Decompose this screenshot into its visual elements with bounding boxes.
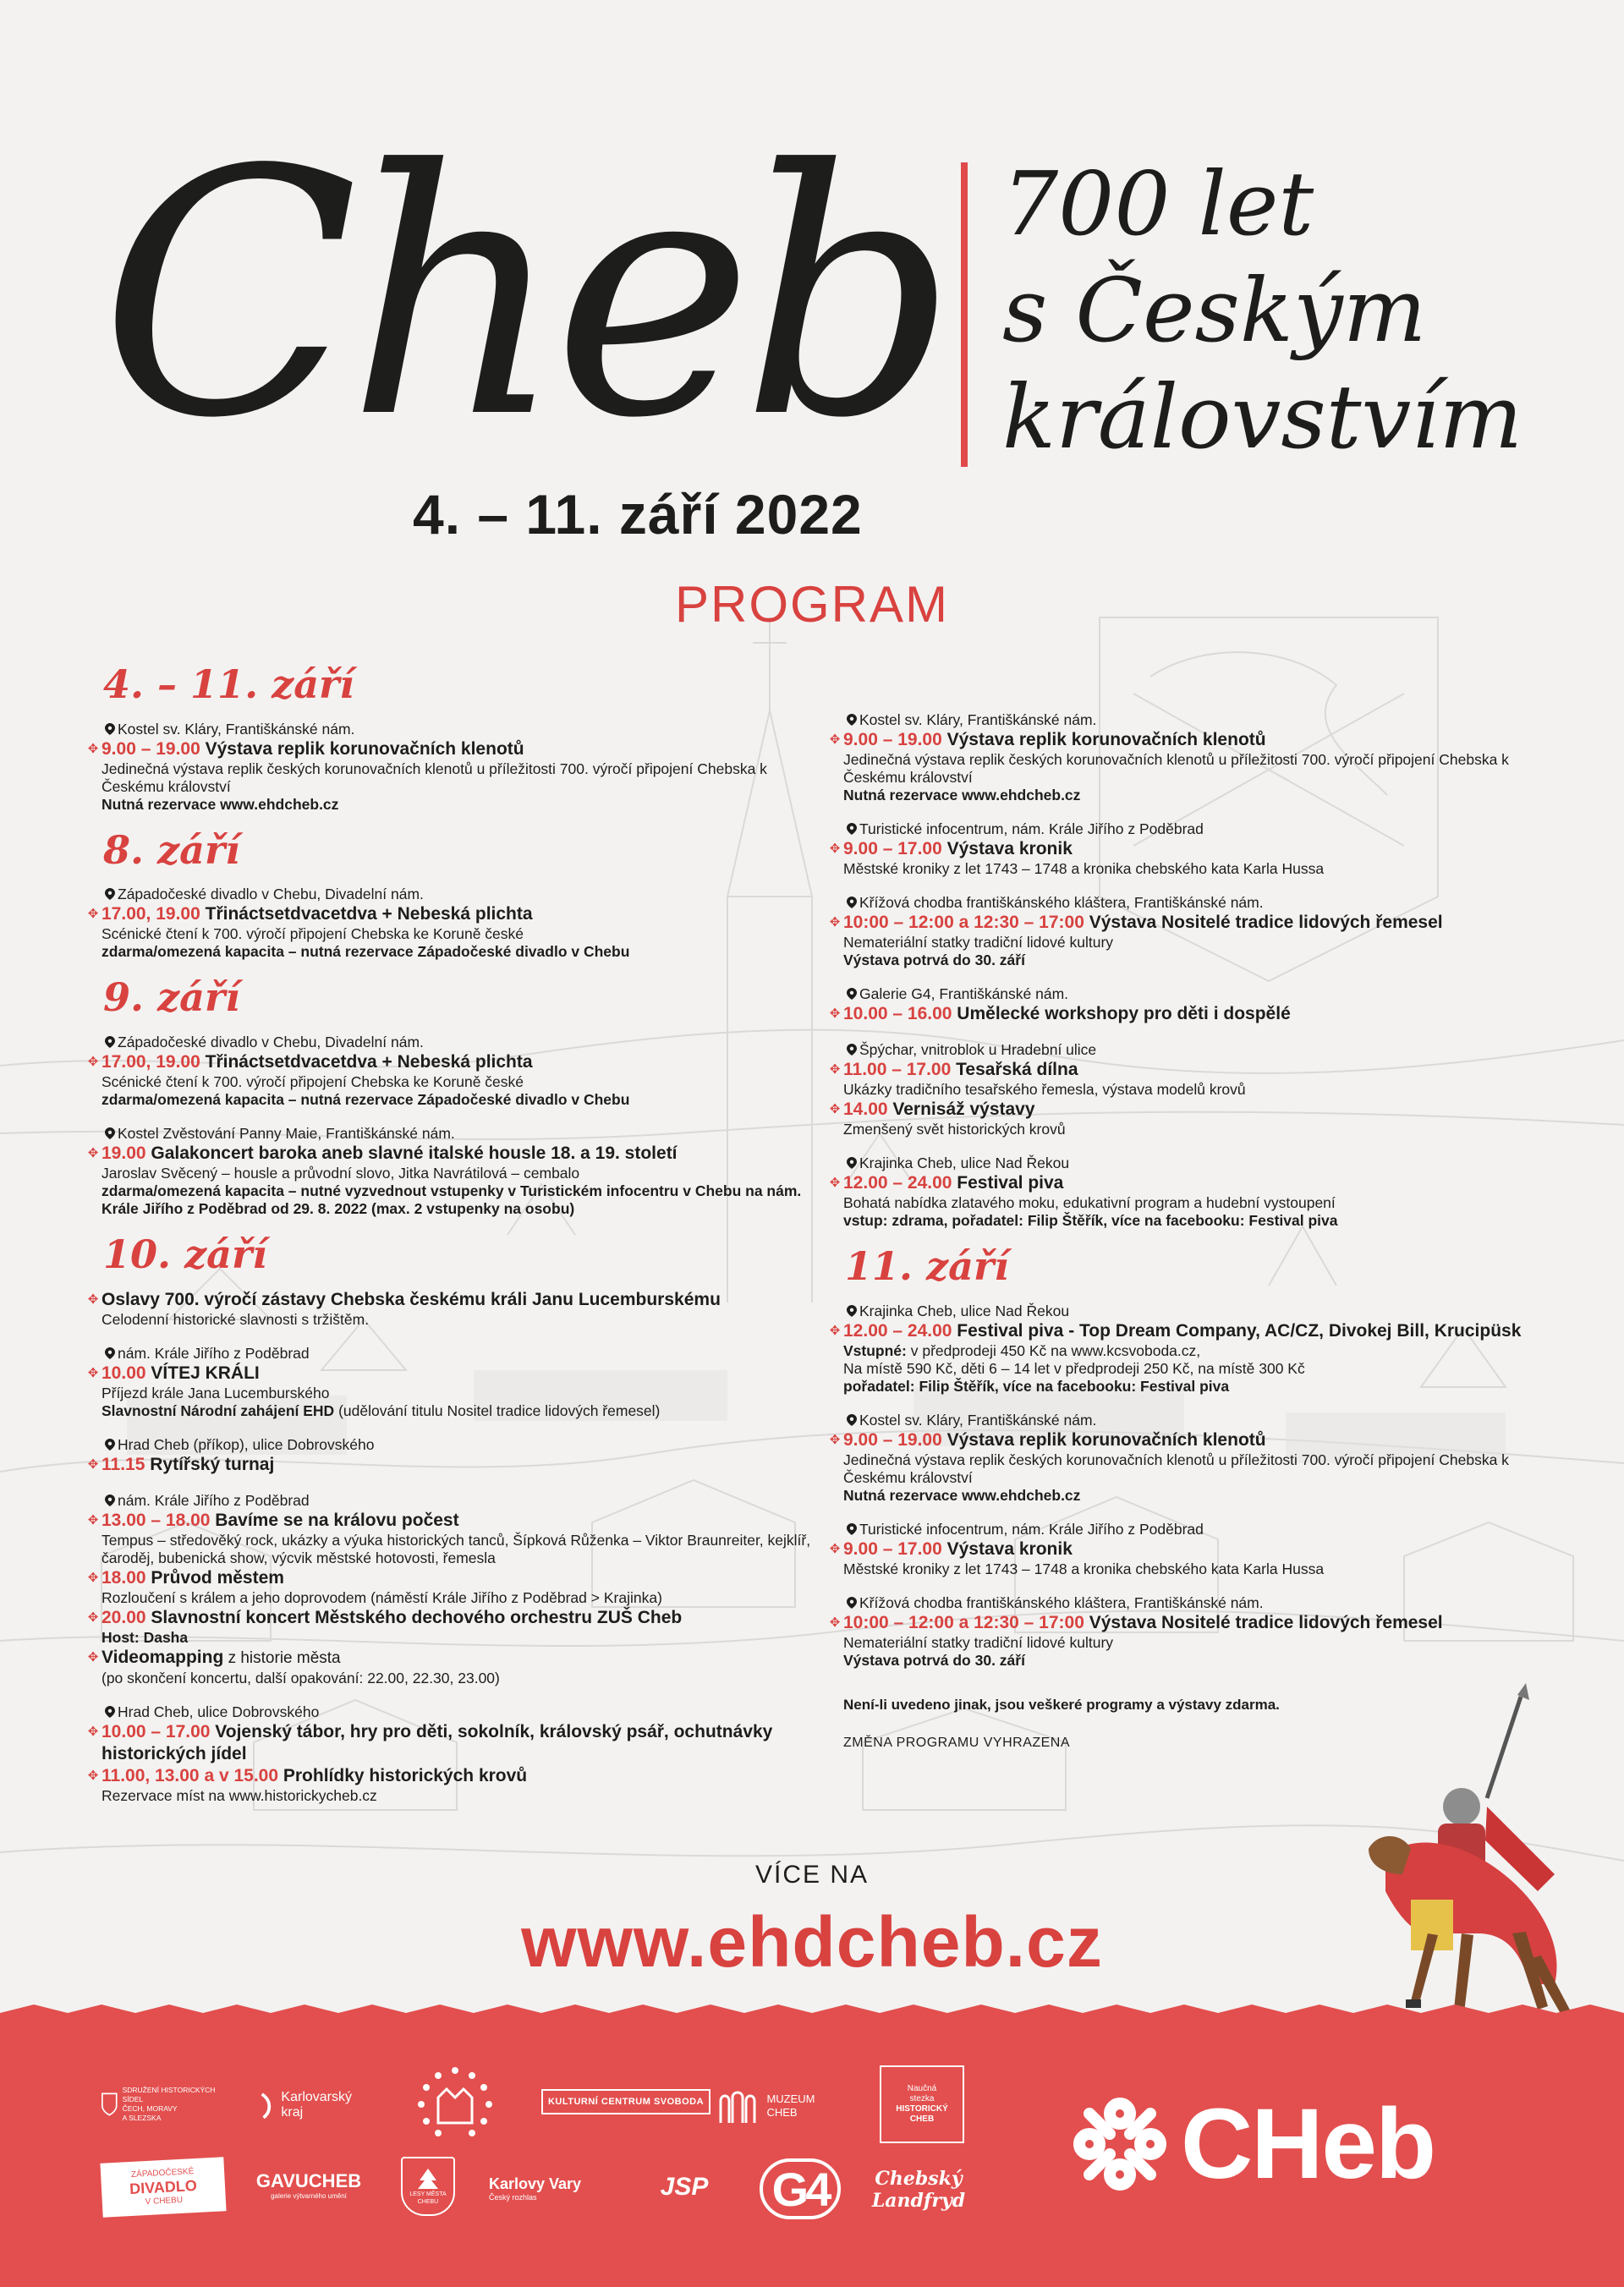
event-title: Výstava kronik (946, 1538, 1073, 1559)
lesy-line: LESY MĚSTA (409, 2191, 447, 2197)
subtitle-line: královstvím (1002, 365, 1523, 469)
tree-icon (416, 2167, 440, 2191)
program-right-column (829, 710, 1537, 1751)
event-note: zdarma/omezená kapacita – nutná rezervace Západočeské divadlo v Chebu (102, 943, 630, 961)
event-description: Bohatá nabídka zlatavého moku, edukativní program a hudební vystoupení (843, 1194, 1336, 1211)
event-note: Nutná rezervace www.ehdcheb.cz (843, 787, 1081, 803)
cross-marker-icon: ✥ (87, 1292, 99, 1308)
cross-marker-icon: ✥ (829, 1323, 841, 1338)
shs-line: SDRUŽENÍ HISTORICKÝCH SÍDEL (122, 2086, 216, 2103)
event-time: 10:00 – 12:00 a 12:30 – 17:00 (843, 913, 1084, 932)
more-info-label: VÍCE NA (754, 1861, 870, 1889)
event-title: Umělecké workshopy pro děti i dospělé (957, 1004, 1291, 1023)
cross-marker-icon: ✥ (87, 1457, 99, 1473)
event-description: Městské kroniky z let 1743 – 1748 a kronika chebského kata Karla Hussa (843, 860, 1325, 877)
event-row (826, 1003, 1537, 1025)
event-description: Na místě 590 Kč, děti 6 – 14 let v předprodeji 250 Kč, na místě 300 Kč (843, 1359, 1305, 1377)
event-description: Scénické čtení k 700. výročí připojení Chebska ke Koruně české (102, 1072, 524, 1090)
program-left-column (87, 658, 812, 1820)
location-pin-icon (105, 1127, 115, 1139)
logo-jsp (646, 2170, 722, 2204)
shs-line: A SLEZSKA (122, 2114, 162, 2122)
venue (102, 1033, 812, 1051)
event-time: 19.00 (102, 1143, 146, 1163)
venue-text: Křížová chodba františkánského kláštera, Františkánské nám. (859, 1593, 1264, 1611)
event-note: zdarma/omezená kapacita – nutná rezervace Západočeské divadlo v Chebu (102, 1090, 630, 1108)
event-note (102, 1402, 812, 1420)
event-item (87, 1124, 812, 1218)
cross-marker-icon: ✥ (829, 1006, 841, 1021)
venue-text: nám. Krále Jiřího z Poděbrad (118, 1492, 310, 1510)
event-time: 9.00 – 17.00 (843, 839, 942, 858)
event-item (87, 1289, 812, 1329)
event-time: 11.15 (102, 1455, 145, 1475)
event-description: Scénické čtení k 700. výročí připojení Chebska ke Koruně české (102, 925, 524, 943)
event-item (829, 893, 1537, 969)
location-pin-icon (105, 888, 115, 900)
event-time: 10:00 – 12:00 a 12:30 – 17:00 (843, 1612, 1084, 1632)
venue-text: Kostel sv. Kláry, Františkánské nám. (118, 720, 355, 738)
event-description: Jedinečná výstava replik českých korunovačních klenotů u příležitosti 700. výročí připojení Chebska k Českému království (843, 751, 1509, 786)
venue-text: Hrad Cheb, ulice Dobrovského (118, 1703, 320, 1721)
event-title: Průvod městem (151, 1568, 284, 1588)
event-row (85, 1721, 812, 1765)
day-heading-9: 9. září (103, 974, 240, 1021)
event-row (85, 1510, 812, 1532)
event-description: Ukázky tradičního tesařského řemesla, výstava modelů krovů (843, 1081, 1246, 1098)
event-title: Videomapping (102, 1648, 224, 1668)
muzeum-arches-icon (717, 2087, 760, 2125)
logo-shs (102, 2079, 220, 2130)
program-change-notice: ZMĚNA PROGRAMU VYHRAZENA (843, 1735, 1071, 1750)
event-title: Galakoncert baroka aneb slavné italské housle 18. a 19. století (151, 1143, 678, 1163)
cross-marker-icon: ✥ (87, 1145, 99, 1160)
logo-karlovarsky-kraj (259, 2076, 352, 2135)
historicky-line: Naučná (907, 2084, 937, 2093)
event-row (826, 1320, 1537, 1342)
cross-marker-icon: ✥ (829, 1062, 841, 1077)
location-pin-icon (847, 714, 857, 726)
venue-text: Krajinka Cheb, ulice Nad Řekou (859, 1154, 1070, 1171)
event-row (85, 1647, 812, 1670)
event-item (87, 885, 812, 961)
location-pin-icon (847, 988, 857, 1000)
logo-muzeum-cheb (707, 2079, 826, 2133)
event-note-bold: Slavnostní Národní zahájení EHD (102, 1402, 335, 1420)
event-description: (po skončení koncertu, další opakování: 22.00, 22.30, 23.00) (102, 1670, 500, 1687)
cross-marker-icon: ✥ (87, 741, 99, 756)
cross-marker-icon: ✥ (829, 1176, 841, 1190)
cheb-cross-brand-icon (1071, 2095, 1169, 2193)
jsp-text: JSP (660, 2173, 709, 2201)
day-heading-8: 8. září (103, 826, 240, 873)
event-row (826, 1059, 1537, 1081)
event-row (826, 729, 1537, 751)
event-row (85, 1143, 812, 1165)
event-row (85, 1607, 812, 1629)
event-item (829, 1411, 1537, 1505)
cross-marker-icon: ✥ (829, 842, 841, 856)
event-title: Festival piva (957, 1173, 1064, 1193)
venue (843, 1520, 1537, 1538)
location-pin-icon (847, 823, 857, 835)
event-time: 10.00 – 17.00 (102, 1722, 211, 1742)
subtitle-line: 700 let (1002, 152, 1314, 255)
logo-cro-karlovy-vary (489, 2170, 607, 2206)
event-row (85, 903, 812, 925)
muzeum-line: MUZEUM (766, 2092, 815, 2105)
event-row (85, 1567, 812, 1589)
subtitle-line: s Českým (1002, 259, 1427, 362)
event-title: Tesařská dílna (956, 1060, 1078, 1079)
event-note: Výstava potrvá do 30. září (843, 1651, 1025, 1669)
cross-marker-icon: ✥ (829, 732, 841, 747)
event-time: 17.00, 19.00 (102, 1051, 200, 1072)
anniversary-subtitle (1002, 151, 1594, 470)
event-item (829, 1520, 1537, 1578)
day-heading-4-11: 4. – 11. září (103, 661, 354, 707)
header-divider (961, 162, 968, 467)
venue (843, 1154, 1537, 1172)
city-wordmark: Cheb (100, 99, 946, 492)
event-row (826, 1429, 1537, 1451)
radio-subtitle: Český rozhlas (489, 2192, 537, 2202)
event-item (87, 720, 812, 814)
event-note-bold: Vstupné: (843, 1341, 907, 1359)
event-description (843, 1342, 1537, 1360)
shs-line: ČECH, MORAVY (122, 2104, 178, 2113)
event-time: 10.00 – 16.00 (843, 1004, 952, 1023)
venue-text: Hrad Cheb (příkop), ulice Dobrovského (118, 1436, 375, 1454)
event-note-rest: (udělování titulu Nositel tradice lidových řemesel) (334, 1402, 661, 1420)
logo-gavucheb (245, 2170, 372, 2207)
event-title-rest: z historie města (223, 1649, 341, 1668)
gavu-title: GAVUCHEB (255, 2170, 362, 2191)
divadlo-line: DIVADLO (129, 2176, 198, 2198)
logo-ehd-stars-emblem (414, 2064, 496, 2145)
venue (843, 984, 1537, 1003)
venue-text: Galerie G4, Františkánské nám. (859, 985, 1069, 1002)
event-note: Výstava potrvá do 30. září (843, 952, 1025, 968)
event-title: Výstava replik korunovačních klenotů (205, 738, 524, 759)
event-note: zdarma/omezená kapacita – nutné vyzvednout vstupenky v Turistickém infocentru v Chebu na nám. Krále Jiřího z Poděbrad od 29. 8. 2022 (max. 2 vstupenky na osobu) (102, 1182, 802, 1217)
event-time: 13.00 – 18.00 (102, 1511, 211, 1531)
venue-text: Krajinka Cheb, ulice Nad Řekou (859, 1302, 1070, 1319)
event-time: 12.00 – 24.00 (843, 1320, 952, 1341)
festival-dates: 4. – 11. září 2022 (413, 483, 863, 546)
venue (102, 720, 812, 738)
event-item (829, 984, 1537, 1025)
event-row (85, 1765, 812, 1787)
cheb-city-brand (1071, 2088, 1435, 2200)
logo-kc-svoboda (541, 2089, 710, 2114)
day-heading-11: 11. září (845, 1243, 1009, 1289)
event-note: Host: Dasha (102, 1629, 189, 1647)
cheb-brand-text: CHeb (1181, 2088, 1435, 2200)
event-item (829, 1154, 1537, 1230)
landfryd-line: Chebský (875, 2168, 963, 2190)
event-item (829, 710, 1537, 804)
cross-marker-icon: ✥ (87, 1725, 99, 1740)
event-row (826, 1612, 1537, 1634)
cross-marker-icon: ✥ (829, 1615, 841, 1630)
event-time: 9.00 – 17.00 (843, 1538, 942, 1559)
location-pin-icon (847, 1597, 857, 1609)
event-description: Tempus – středověký rock, ukázky a výuka historických tanců, Šípková Růženka – Viktor Braunreiter, kejklíř, čaroděj, bubenická show, výcvik městské hotovosti, řemesla (102, 1532, 811, 1567)
event-time: 12.00 – 24.00 (843, 1173, 952, 1193)
event-title: Třináctsetdvacetdva + Nebeská plichta (205, 1051, 533, 1072)
event-row (85, 1454, 812, 1476)
event-description: Nemateriální statky tradiční lidové kultury (843, 1633, 1114, 1651)
venue (102, 1491, 812, 1510)
event-description: Městské kroniky z let 1743 – 1748 a kronika chebského kata Karla Hussa (843, 1560, 1325, 1577)
location-pin-icon (847, 1157, 857, 1169)
muzeum-line: CHEB (766, 2106, 798, 2119)
event-title: Výstava Nositelé tradice lidových řemesel (1089, 913, 1443, 932)
event-item (87, 1344, 812, 1420)
logo-lesy-mesta-chebu (401, 2157, 455, 2216)
event-item (87, 1435, 812, 1476)
event-row (826, 1538, 1537, 1560)
event-description: Zmenšený svět historických krovů (843, 1121, 1066, 1138)
event-title: Vojenský tábor, hry pro děti, sokolník, královský psář, ochutnávky historických jídel (102, 1722, 773, 1764)
event-title: Bavíme se na královu počest (215, 1511, 459, 1531)
venue (843, 1040, 1537, 1059)
cross-marker-icon: ✥ (87, 1769, 99, 1784)
event-time: 11.00 – 17.00 (843, 1060, 952, 1079)
event-title: Rytířský turnaj (150, 1455, 275, 1475)
cross-marker-icon: ✥ (87, 1054, 99, 1069)
cross-marker-icon: ✥ (87, 1571, 99, 1586)
divadlo-line: ZÁPADOČESKÉ (130, 2167, 195, 2180)
g4-text: G4 (771, 2162, 829, 2216)
cross-marker-icon: ✥ (829, 915, 841, 930)
event-time: 11.00, 13.00 a v 15.00 (102, 1766, 279, 1786)
logo-g4 (760, 2158, 841, 2219)
event-note: pořadatel: Filip Štěřík, více na facebooku: Festival piva (843, 1377, 1230, 1395)
venue (843, 710, 1537, 729)
event-row (85, 1363, 812, 1385)
event-title: Slavnostní koncert Městského dechového orchestru ZUŠ Cheb (151, 1608, 683, 1628)
location-pin-icon (847, 1523, 857, 1535)
event-time: 18.00 (102, 1568, 146, 1588)
venue (843, 1302, 1537, 1320)
cross-marker-icon: ✥ (829, 1432, 841, 1447)
event-description: Příjezd krále Jana Lucemburského (102, 1385, 330, 1402)
event-description: Rezervace míst na www.historickycheb.cz (102, 1787, 377, 1805)
event-item (829, 820, 1537, 878)
event-title: Třináctsetdvacetdva + Nebeská plichta (205, 904, 533, 924)
event-row (826, 912, 1537, 934)
event-row (826, 1172, 1537, 1194)
event-row (826, 838, 1537, 860)
event-time: 10.00 (102, 1363, 146, 1384)
event-row (826, 1099, 1537, 1121)
event-time: 20.00 (102, 1608, 146, 1628)
day-heading-10: 10. září (103, 1231, 267, 1277)
venue (102, 1435, 812, 1454)
historicky-line: HISTORICKÝ (896, 2104, 948, 2114)
event-description: Nemateriální statky tradiční lidové kultury (843, 934, 1114, 951)
historicky-line: stezka (909, 2094, 935, 2103)
venue (102, 1344, 812, 1363)
location-pin-icon (105, 1347, 115, 1359)
event-row (85, 738, 812, 760)
event-time: 9.00 – 19.00 (843, 1429, 942, 1450)
venue-text: Západočeské divadlo v Chebu, Divadelní nám. (118, 1033, 424, 1050)
event-title: Prohlídky historických krovů (283, 1766, 528, 1786)
venue-text: Kostel sv. Kláry, Františkánské nám. (859, 711, 1097, 728)
website-link[interactable]: www.ehdcheb.cz (521, 1902, 1103, 1982)
venue-text: Kostel sv. Kláry, Františkánské nám. (859, 1411, 1097, 1429)
venue-text: Kostel Zvěstování Panny Maie, Františkánské nám. (118, 1124, 455, 1142)
venue-text: Západočeské divadlo v Chebu, Divadelní nám. (118, 886, 424, 903)
cross-marker-icon: ✥ (87, 1513, 99, 1528)
logo-zapadoceske-divadlo (100, 2157, 226, 2218)
event-item (829, 1593, 1537, 1670)
cross-marker-icon: ✥ (829, 1541, 841, 1556)
event-title: Výstava replik korunovačních klenotů (946, 1429, 1266, 1450)
event-title: Výstava kronik (946, 839, 1073, 858)
program-heading: PROGRAM (674, 576, 950, 633)
venue (843, 1411, 1537, 1429)
location-pin-icon (105, 1495, 115, 1506)
venue-text: Turistické infocentrum, nám. Krále Jiřího z Poděbrad (859, 1520, 1204, 1538)
free-entry-notice: Není-li uvedeno jinak, jsou veškeré programy a výstavy zdarma. (843, 1696, 1280, 1713)
event-row (85, 1051, 812, 1073)
lesy-line: CHEBU (417, 2199, 439, 2205)
event-time: 9.00 – 19.00 (843, 730, 942, 749)
location-pin-icon (105, 723, 115, 735)
event-time: 14.00 (843, 1100, 888, 1119)
cross-marker-icon: ✥ (87, 1650, 99, 1665)
event-description: Jedinečná výstava replik českých korunovačních klenotů u příležitosti 700. výročí připojení Chebska k Českému království (843, 1451, 1509, 1486)
event-title: Výstava Nositelé tradice lidových řemesel (1089, 1612, 1443, 1632)
kraj-swoosh-icon (259, 2090, 276, 2120)
venue-text: Špýchar, vnitroblok u Hradební ulice (859, 1041, 1097, 1058)
event-time: 17.00, 19.00 (102, 904, 200, 924)
cross-marker-icon: ✥ (87, 1610, 99, 1626)
event-time: 9.00 – 19.00 (102, 738, 200, 759)
venue (102, 1703, 812, 1721)
event-description: Jaroslav Svěcený – housle a průvodní slovo, Jitka Navrátilová – cembalo (102, 1164, 580, 1182)
cross-marker-icon: ✥ (829, 1102, 841, 1116)
shs-crest-icon (102, 2091, 118, 2118)
location-pin-icon (847, 1414, 857, 1426)
event-item (87, 1033, 812, 1109)
event-note: Nutná rezervace www.ehdcheb.cz (102, 795, 339, 813)
event-item (87, 1491, 812, 1687)
divadlo-line: V CHEBU (145, 2195, 184, 2207)
event-title: Vernisáž výstavy (892, 1100, 1035, 1119)
location-pin-icon (105, 1439, 115, 1451)
event-item (829, 1302, 1537, 1396)
venue (843, 820, 1537, 838)
event-item (87, 1703, 812, 1805)
radio-title: Karlovy Vary (489, 2175, 582, 2192)
event-item (829, 1040, 1537, 1138)
event-title: Festival piva - Top Dream Company, AC/CZ, Divokej Bill, Krucipüsk (957, 1320, 1522, 1341)
event-description: Celodenní historické slavnosti s tržištěm. (102, 1311, 370, 1329)
event-description: Jedinečná výstava replik českých korunovačních klenotů u příležitosti 700. výročí připojení Chebska k Českému království (102, 760, 767, 795)
event-description: Rozloučení s králem a jeho doprovodem (náměstí Krále Jiřího z Poděbrad > Krajinka) (102, 1589, 662, 1607)
kraj-line: Karlovarský (281, 2090, 352, 2104)
historicky-line: CHEB (909, 2114, 935, 2124)
cross-marker-icon: ✥ (87, 907, 99, 922)
event-note: vstup: zdrama, pořadatel: Filip Štěřík, více na facebooku: Festival piva (843, 1212, 1338, 1229)
location-pin-icon (105, 1036, 115, 1048)
venue (843, 1593, 1537, 1612)
venue-text: Turistické infocentrum, nám. Krále Jiřího z Poděbrad (859, 820, 1204, 837)
landfryd-line: Landfryd (871, 2190, 966, 2212)
venue (102, 885, 812, 903)
gavu-subtitle: galerie výtvarného umění (271, 2192, 347, 2200)
venue-text: Křížová chodba františkánského kláštera, Františkánské nám. (859, 894, 1264, 911)
location-pin-icon (847, 897, 857, 908)
logo-historicky-cheb (880, 2065, 964, 2143)
location-pin-icon (847, 1305, 857, 1317)
location-pin-icon (847, 1044, 857, 1056)
venue-text: nám. Krále Jiřího z Poděbrad (118, 1345, 310, 1363)
cross-marker-icon: ✥ (87, 1366, 99, 1381)
logo-chebsky-landfryd (868, 2160, 969, 2219)
event-title: Oslavy 700. výročí zástavy Chebska českému králi Janu Lucemburskému (102, 1290, 721, 1310)
venue (102, 1124, 812, 1143)
location-pin-icon (105, 1706, 115, 1718)
event-row (85, 1289, 812, 1311)
event-note: Nutná rezervace www.ehdcheb.cz (843, 1486, 1081, 1504)
kraj-line: kraj (281, 2105, 304, 2120)
event-title: VÍTEJ KRÁLI (151, 1363, 260, 1384)
kc-svoboda-text: KULTURNÍ CENTRUM SVOBODA (547, 2097, 705, 2107)
event-note-rest: v předprodeji 450 Kč na www.kcsvoboda.cz, (906, 1341, 1201, 1359)
venue (843, 893, 1537, 912)
event-title: Výstava replik korunovačních klenotů (946, 730, 1266, 749)
